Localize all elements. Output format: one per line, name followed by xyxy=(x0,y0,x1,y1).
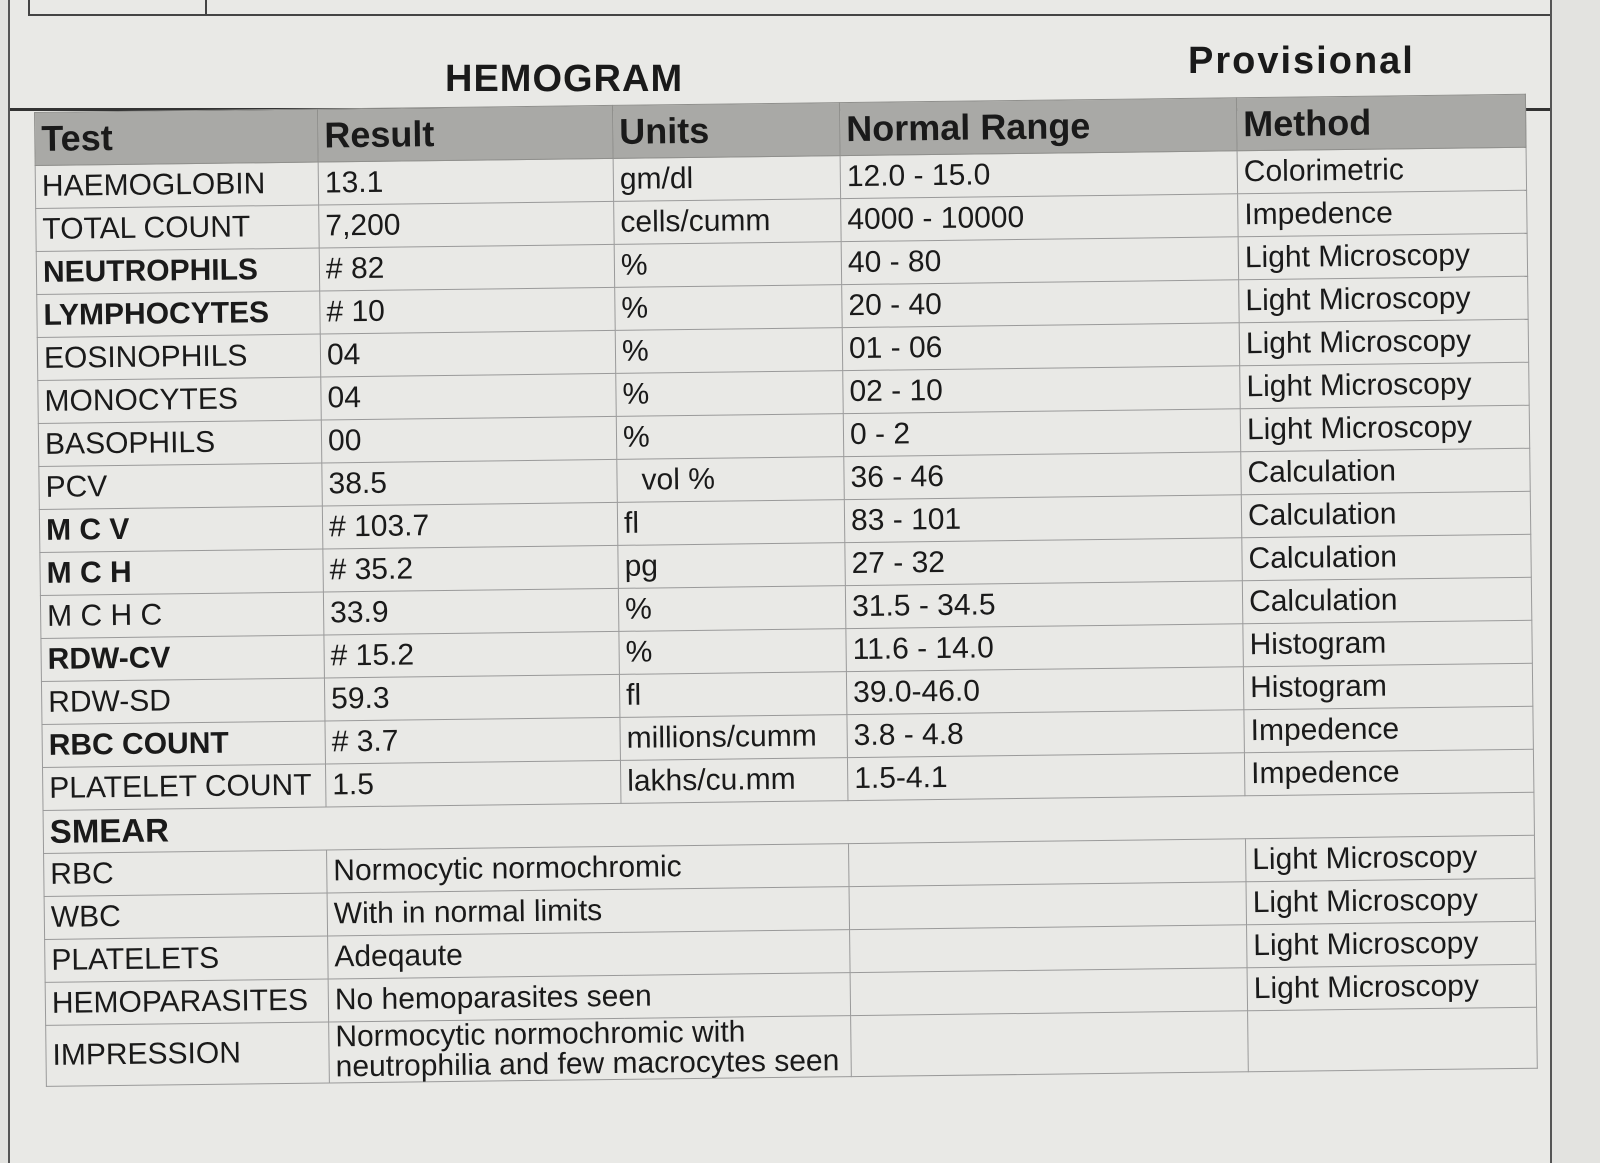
test-name: LYMPHOCYTES xyxy=(37,291,321,337)
test-result: # 15.2 xyxy=(324,631,620,678)
column-header-test: Test xyxy=(35,109,319,165)
smear-method: Light Microscopy xyxy=(1246,878,1536,925)
test-method: Light Microscopy xyxy=(1238,233,1528,280)
test-name: RDW-SD xyxy=(41,678,325,724)
test-units: % xyxy=(615,285,843,331)
test-name: MONOCYTES xyxy=(38,377,322,423)
test-normal-range: 83 - 101 xyxy=(844,495,1241,543)
test-normal-range: 3.8 - 4.8 xyxy=(847,710,1244,758)
test-units: lakhs/cu.mm xyxy=(620,758,848,804)
smear-test-name: HEMOPARASITES xyxy=(45,979,329,1025)
test-normal-range: 12.0 - 15.0 xyxy=(840,151,1237,199)
top-divider xyxy=(205,0,207,14)
test-name: TOTAL COUNT xyxy=(36,205,320,251)
test-method: Light Microscopy xyxy=(1240,405,1530,452)
hemogram-table xyxy=(34,94,1538,1087)
smear-empty-range xyxy=(850,968,1247,1016)
test-units: gm/dl xyxy=(613,156,841,202)
test-method: Histogram xyxy=(1243,620,1533,667)
test-units: millions/cumm xyxy=(620,715,848,761)
test-normal-range: 4000 - 10000 xyxy=(841,194,1238,242)
test-name: M C V xyxy=(39,506,323,552)
test-result: 59.3 xyxy=(324,674,620,721)
smear-empty-range xyxy=(849,882,1246,930)
test-result: # 3.7 xyxy=(325,717,621,764)
smear-method: Light Microscopy xyxy=(1247,921,1537,968)
test-method: Impedence xyxy=(1244,749,1534,796)
test-result: # 35.2 xyxy=(323,545,619,592)
report-sheet xyxy=(8,0,1552,1163)
test-units: fl xyxy=(619,672,847,718)
test-name: M C H C xyxy=(40,592,324,638)
test-method: Colorimetric xyxy=(1237,147,1527,194)
test-units: pg xyxy=(618,543,846,589)
smear-empty-range xyxy=(848,839,1245,887)
impression-text: Normocytic normochromic with neutrophilia and few macrocytes seen xyxy=(329,1016,852,1083)
smear-test-name: RBC xyxy=(44,850,328,896)
test-method: Light Microscopy xyxy=(1239,319,1529,366)
test-method: Light Microscopy xyxy=(1239,276,1529,323)
test-normal-range: 20 - 40 xyxy=(842,280,1239,328)
test-units: vol % xyxy=(617,457,845,503)
test-result: 13.1 xyxy=(318,158,614,205)
column-header-units: Units xyxy=(612,103,840,159)
test-normal-range: 27 - 32 xyxy=(845,538,1242,586)
column-header-method: Method xyxy=(1236,94,1526,151)
test-method: Impedence xyxy=(1238,190,1528,237)
top-header-strip xyxy=(28,0,1550,16)
test-result: # 103.7 xyxy=(322,502,618,549)
report-title: HEMOGRAM xyxy=(445,58,684,100)
test-result: # 10 xyxy=(320,287,616,334)
smear-finding: With in normal limits xyxy=(327,887,849,936)
test-result: # 82 xyxy=(319,244,615,291)
smear-empty-range xyxy=(850,925,1247,973)
smear-finding: Normocytic normochromic xyxy=(327,844,849,893)
test-result: 38.5 xyxy=(322,459,618,506)
test-method: Calculation xyxy=(1241,448,1531,495)
impression-method xyxy=(1248,1007,1538,1072)
test-units: % xyxy=(619,629,847,675)
test-name: NEUTROPHILS xyxy=(36,248,320,294)
test-method: Calculation xyxy=(1242,577,1532,624)
test-method: Impedence xyxy=(1244,706,1534,753)
test-method: Calculation xyxy=(1242,534,1532,581)
test-normal-range: 01 - 06 xyxy=(842,323,1239,371)
test-method: Light Microscopy xyxy=(1240,362,1530,409)
test-name: M C H xyxy=(40,549,324,595)
smear-finding: Adeqaute xyxy=(328,930,850,979)
test-name: RBC COUNT xyxy=(42,721,326,767)
column-header-result: Result xyxy=(317,105,613,162)
impression-empty-range xyxy=(851,1011,1249,1077)
test-result: 00 xyxy=(321,416,617,463)
test-units: % xyxy=(614,242,842,288)
test-name: PLATELET COUNT xyxy=(43,764,327,810)
test-name: HAEMOGLOBIN xyxy=(35,162,319,208)
smear-finding: No hemoparasites seen xyxy=(328,973,850,1022)
test-result: 04 xyxy=(320,330,616,377)
test-name: EOSINOPHILS xyxy=(37,334,321,380)
test-result: 1.5 xyxy=(325,760,621,807)
test-units: cells/cumm xyxy=(614,199,842,245)
column-header-normal-range: Normal Range xyxy=(839,98,1237,156)
report-status: Provisional xyxy=(1188,40,1415,82)
test-normal-range: 0 - 2 xyxy=(843,409,1240,457)
test-normal-range: 36 - 46 xyxy=(844,452,1241,500)
test-normal-range: 39.0-46.0 xyxy=(846,667,1243,715)
test-normal-range: 31.5 - 34.5 xyxy=(845,581,1242,629)
test-result: 04 xyxy=(321,373,617,420)
test-normal-range: 11.6 - 14.0 xyxy=(846,624,1243,672)
smear-method: Light Microscopy xyxy=(1245,835,1535,882)
test-name: RDW-CV xyxy=(41,635,325,681)
test-result: 33.9 xyxy=(323,588,619,635)
test-normal-range: 02 - 10 xyxy=(843,366,1240,414)
test-normal-range: 40 - 80 xyxy=(841,237,1238,285)
test-name: PCV xyxy=(39,463,323,509)
smear-heading: SMEAR xyxy=(43,792,1534,853)
test-method: Histogram xyxy=(1243,663,1533,710)
test-name: BASOPHILS xyxy=(38,420,322,466)
test-units: % xyxy=(618,586,846,632)
test-units: % xyxy=(616,414,844,460)
test-units: fl xyxy=(617,500,845,546)
test-units: % xyxy=(616,371,844,417)
smear-test-name: PLATELETS xyxy=(45,936,329,982)
smear-test-name: WBC xyxy=(44,893,328,939)
test-units: % xyxy=(615,328,843,374)
impression-label: IMPRESSION xyxy=(46,1022,330,1086)
smear-method: Light Microscopy xyxy=(1247,964,1537,1011)
test-result: 7,200 xyxy=(319,201,615,248)
test-method: Calculation xyxy=(1241,491,1531,538)
test-normal-range: 1.5-4.1 xyxy=(847,753,1244,801)
